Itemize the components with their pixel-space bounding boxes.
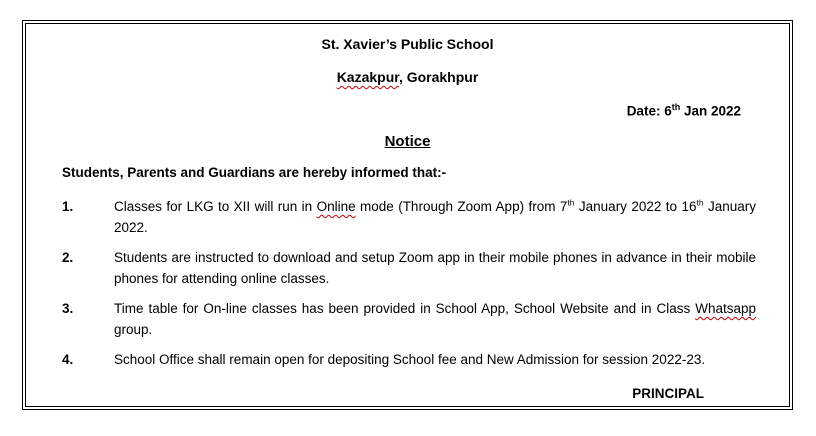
notice-list [62, 196, 756, 379]
item-text [114, 298, 756, 340]
item-text-whatsapp: Whatsapp [695, 301, 756, 316]
item-text-part: group. [114, 322, 153, 337]
item-text-sup: th [696, 197, 704, 208]
list-item [62, 247, 756, 289]
item-text-part: January 2022. [114, 199, 756, 235]
item-text-part: mode (Through Zoom App) from 7 [355, 199, 568, 214]
address-rest: , Gorakhpur [398, 69, 479, 85]
date-label: Date: 6 [626, 103, 672, 119]
item-text-part: Classes for LKG to XII will run in [114, 199, 317, 214]
date-rest: Jan 2022 [680, 103, 741, 119]
item-text-sup: th [567, 197, 575, 208]
notice-title: Notice [384, 133, 431, 150]
item-text: School Office shall remain open for depositing School fee and New Admission for session 2022-23. [114, 352, 706, 367]
address-place: Kazakpur [336, 69, 399, 85]
item-number: 3. [62, 301, 74, 316]
notice-border [22, 20, 793, 410]
item-number: 4. [62, 352, 74, 367]
notice-intro: Students, Parents and Guardians are hereby informed that:- [62, 165, 447, 180]
item-number: 2. [62, 250, 74, 265]
item-number: 1. [62, 199, 74, 214]
school-address [26, 69, 789, 85]
item-text-part: Time table for On-line classes has been provided in School App, School Website and in Class [114, 301, 696, 316]
list-item [62, 298, 756, 340]
school-name: St. Xavier’s Public School [321, 36, 494, 52]
signature-principal: PRINCIPAL [632, 386, 704, 401]
list-item [62, 349, 756, 370]
item-text-online: Online [316, 199, 356, 214]
date-suffix: th [671, 102, 681, 112]
item-text: Students are instructed to download and setup Zoom app in their mobile phones in advance in their mobile phones for attending online classes. [114, 250, 756, 286]
item-text-part: January 2022 to 16 [574, 199, 697, 214]
notice-date [627, 102, 741, 119]
item-text [114, 196, 756, 238]
list-item [62, 196, 756, 238]
